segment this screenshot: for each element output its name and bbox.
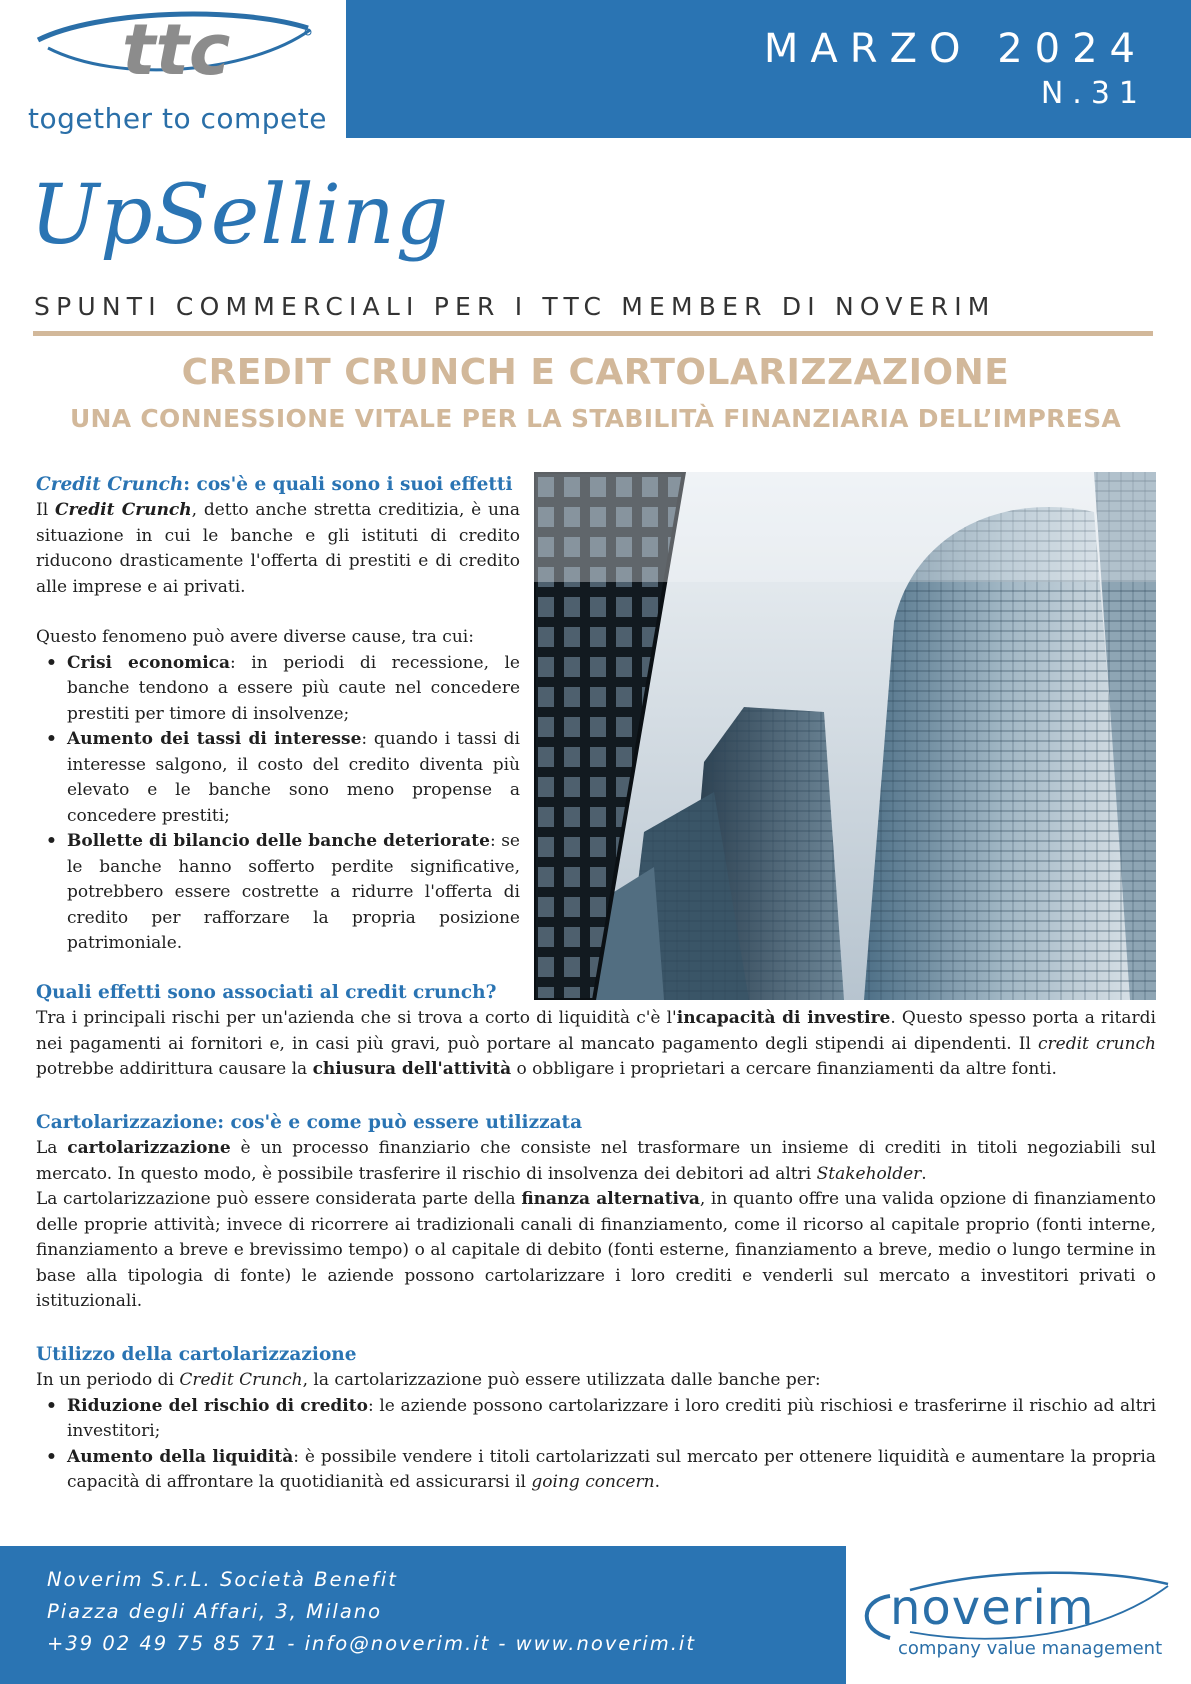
skyscrapers-photo xyxy=(534,472,1156,1000)
causes-list xyxy=(36,651,520,957)
footer-band xyxy=(0,1546,846,1684)
issue-number: N.31 xyxy=(1040,76,1147,111)
ttc-logo-letters: ttc xyxy=(122,9,231,91)
article-subheadline: UNA CONNESSIONE VITALE PER LA STABILITÀ FINANZIARIA DELL’IMPRESA xyxy=(69,404,1122,433)
paragraph-effects: Tra i principali rischi per un'azienda che si trova a corto di liquidità c'è l'incapacità di investire. Questo spesso porta a ritardi nei pagamenti ai fornitori e, in casi più gravi, può portare al mancato pagamento degli stipendi ai dipendenti. Il credit crunch potrebbe addirittura causare la chiusura dell'attività o obbligare i proprietari a cercare finanziamenti da altre fonti. xyxy=(36,1008,1156,1079)
section-securitization xyxy=(36,1110,1156,1315)
noverim-logo-word: noverim xyxy=(890,1580,1095,1636)
list-item: • Aumento dei tassi di interesse: quando i tassi di interesse salgono, il costo del credito diventa più elevato e le banche sono meno propense a concedere prestiti; xyxy=(36,727,520,829)
title-divider xyxy=(33,331,1153,336)
header-band xyxy=(346,0,1191,138)
list-item: • Bollette di bilancio delle banche deteriorate: se le banche hanno sofferto perdite significative, potrebbero essere costrette a ridurre l'offerta di credito per rafforzare la propria posizione patrimoniale. xyxy=(36,829,520,957)
article-headline: CREDIT CRUNCH E CARTOLARIZZAZIONE xyxy=(181,352,1010,393)
section-heading-usage: Utilizzo della cartolarizzazione xyxy=(36,1344,357,1365)
paragraph-usage-intro: In un periodo di Credit Crunch, la cartolarizzazione può essere utilizzata dalle banche per: xyxy=(36,1370,821,1390)
ttc-logo xyxy=(0,0,344,138)
list-item: • Crisi economica: in periodi di recessione, le banche tendono a essere più caute nel concedere prestiti per timore di insolvenze; xyxy=(36,651,520,728)
ttc-logo-icon xyxy=(28,4,338,100)
noverim-logo-tagline: company value management xyxy=(898,1638,1163,1659)
issue-date: MARZO 2024 xyxy=(763,26,1147,72)
section-heading-effects: Quali effetti sono associati al credit crunch? xyxy=(36,982,497,1003)
newsletter-title: UpSelling xyxy=(30,168,450,263)
footer-contacts: +39 02 49 75 85 71 - info@noverim.it - www.noverim.it xyxy=(47,1632,696,1655)
section-heading-credit-crunch: Credit Crunch: cos'è e quali sono i suoi effetti xyxy=(36,474,513,495)
section-credit-crunch xyxy=(36,472,520,957)
footer-address: Piazza degli Affari, 3, Milano xyxy=(47,1600,383,1623)
skyscrapers-image xyxy=(534,472,1156,1000)
paragraph-securitization-definition: La cartolarizzazione è un processo finanziario che consiste nel trasformare un insieme di crediti in titoli negoziabili sul mercato. In questo modo, è possibile trasferire il rischio di insolvenza dei debitori ad altri Stakeholder. xyxy=(36,1138,1156,1184)
list-item: • Aumento della liquidità: è possibile vendere i titoli cartolarizzati sul mercato per ottenere liquidità e aumentare la propria capacità di affrontare la quotidianità ed assicurarsi il going concern. xyxy=(36,1445,1156,1496)
paragraph-causes-intro: Questo fenomeno può avere diverse cause, tra cui: xyxy=(36,627,474,647)
section-effects xyxy=(36,980,1156,1083)
logo-tagline: together to compete xyxy=(28,102,327,135)
paragraph-definition: Il Credit Crunch, detto anche stretta creditizia, è una situazione in cui le banche e gli istituti di credito riducono drasticamente l'offerta di prestiti e di credito alle imprese e ai privati. xyxy=(36,500,520,597)
newsletter-subtitle: SPUNTI COMMERCIALI PER I TTC MEMBER DI NOVERIM xyxy=(34,292,996,321)
footer-company: Noverim S.r.L. Società Benefit xyxy=(47,1568,398,1591)
list-item: • Riduzione del rischio di credito: le aziende possono cartolarizzare i loro crediti più rischiosi e trasferirne il rischio ad altri investitori; xyxy=(36,1394,1156,1445)
section-heading-securitization: Cartolarizzazione: cos'è e come può essere utilizzata xyxy=(36,1112,583,1133)
usage-list xyxy=(36,1394,1156,1496)
section-usage xyxy=(36,1342,1156,1496)
paragraph-alternative-finance: La cartolarizzazione può essere considerata parte della finanza alternativa, in quanto offre una valida opzione di finanziamento delle proprie attività; invece di ricorrere ai tradizionali canali di finanziamento, come il ricorso al capitale proprio (fonti interne, finanziamento a breve e brevissimo tempo) o al capitale di debito (fonti esterne, finanziamento a breve, medio o lungo termine in base alla tipologia di fonte) le aziende possono cartolarizzare i loro crediti e venderli sul mercato a investitori privati o istituzionali. xyxy=(36,1189,1156,1311)
